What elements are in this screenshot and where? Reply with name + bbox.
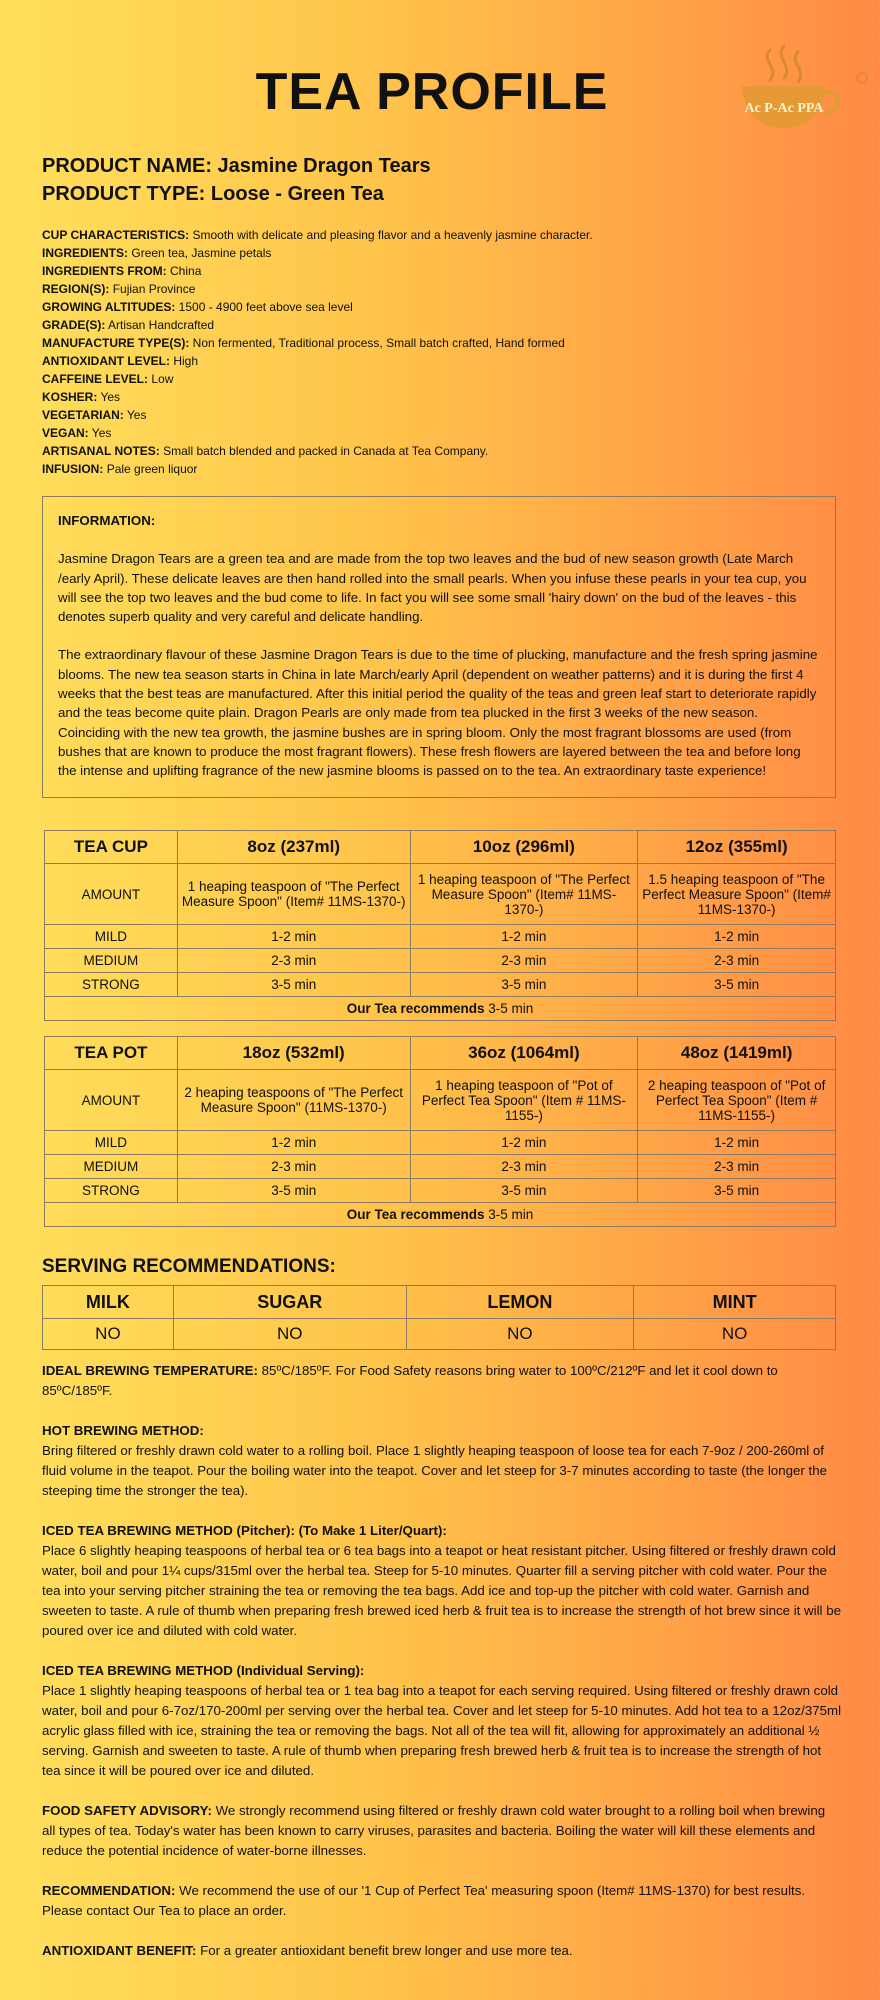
antioxidant-benefit — [42, 1941, 842, 1961]
cup-amount-1: 1 heaping teaspoon of "The Perfect Measure Spoon" (Item# 11MS-1370-) — [177, 864, 410, 925]
serving-value-lemon: NO — [406, 1319, 634, 1350]
pot-amount-3: 2 heaping teaspoon of "Pot of Perfect Tea Spoon" (Item # 11MS-1155-) — [638, 1070, 836, 1131]
attribute-value: Green tea, Jasmine petals — [131, 246, 272, 260]
pot-rec-label: Our Tea recommends — [346, 1207, 485, 1222]
attribute-label: REGION(S): — [42, 282, 110, 296]
cup-cell: 1-2 min — [638, 925, 836, 949]
attribute-label: INGREDIENTS FROM: — [42, 264, 167, 278]
attribute-row — [42, 352, 593, 370]
section-text: Place 1 slightly heaping teaspoons of herbal tea or 1 tea bag into a teapot for each serving required. Using filtered or freshly drawn cold water, boil and pour 6-7oz/170-200ml per serving over the herbal tea. Cover and let steep for 5-10 minutes. Add hot tea to a 12oz/375ml acrylic glass filled with ice, straining the tea or removing the bags. Not all of the tea will fit, allowing for approximately an additional ½ serving. Garnish and sweeten to taste. A rule of thumb when preparing fresh brewed herb & fruit tea is to increase the strength of hot tea since it will be poured over ice and diluted. — [42, 1683, 842, 1778]
pot-header-0: TEA POT — [45, 1037, 178, 1070]
information-paragraph-2: The extraordinary flavour of these Jasmine Dragon Tears is due to the time of plucking, manufacture and the fresh spring jasmine blooms. The new tea season starts in China in late March/early April (dependent on weather patterns) and it is during the first 4 weeks that the best teas are manufactured. After this initial period the quality of the teas and green leaf start to deteriorate rapidly and the teas become quite plain. Dragon Pearls are only made from tea plucked in the first 3 weeks of the new season. Coinciding with the new tea growth, the jasmine bushes are in spring bloom. Only the most fragrant blossoms are used (from bushes that are known to produce the most fragrant flowers). These fresh flowers are layered between the tea and before long the intense and uplifting fragrance of the new jasmine blooms is passed on to the tea. An extraordinary taste experience! — [58, 647, 818, 779]
serving-header-sugar: SUGAR — [173, 1286, 406, 1319]
section-label: RECOMMENDATION: — [42, 1883, 176, 1898]
pot-cell: 1-2 min — [410, 1131, 638, 1155]
section-label: HOT BREWING METHOD: — [42, 1423, 204, 1438]
cup-header-2: 10oz (296ml) — [410, 831, 638, 864]
attribute-value: Pale green liquor — [106, 462, 198, 476]
pot-cell: 3-5 min — [410, 1179, 638, 1203]
attribute-row — [42, 334, 593, 352]
attribute-value: Yes — [100, 390, 121, 404]
hot-brewing-method — [42, 1421, 842, 1501]
pot-rec-value: 3-5 min — [488, 1207, 534, 1222]
cup-header-0: TEA CUP — [45, 831, 178, 864]
page-title: TEA PROFILE — [255, 63, 609, 121]
cup-cell: 3-5 min — [638, 973, 836, 997]
attribute-value: Yes — [126, 408, 147, 422]
cup-cell: 2-3 min — [410, 949, 638, 973]
pot-amount-1: 2 heaping teaspoons of "The Perfect Measure Spoon" (11MS-1370-) — [177, 1070, 410, 1131]
cup-rec-label: Our Tea recommends — [346, 1001, 485, 1016]
serving-table — [42, 1285, 836, 1350]
serving-heading: SERVING RECOMMENDATIONS: — [42, 1256, 336, 1277]
pot-row-label: MILD — [45, 1131, 178, 1155]
section-label: ICED TEA BREWING METHOD (Individual Serving): — [42, 1663, 365, 1678]
attribute-row — [42, 424, 593, 442]
attribute-label: CAFFEINE LEVEL: — [42, 372, 149, 386]
section-text: We recommend the use of our '1 Cup of Perfect Tea' measuring spoon (Item# 11MS-1370) for best results. Please contact Our Tea to place an order. — [42, 1883, 806, 1918]
attribute-value: Smooth with delicate and pleasing flavor and a heavenly jasmine character. — [192, 228, 593, 242]
pot-header-3: 48oz (1419ml) — [638, 1037, 836, 1070]
attribute-row — [42, 460, 593, 478]
section-label: IDEAL BREWING TEMPERATURE: — [42, 1363, 258, 1378]
section-label: ANTIOXIDANT BENEFIT: — [42, 1943, 197, 1958]
pot-cell: 1-2 min — [638, 1131, 836, 1155]
information-paragraph-1: Jasmine Dragon Tears are a green tea and are made from the top two leaves and the bud of new season growth (Late March /early April). These delicate leaves are then hand rolled into the small pearls. When you infuse these pearls in your tea cup, you will see the top two leaves and the bud come to life. In fact you will see some small 'hairy down' on the bud of the leaves - this denotes superb quality and very careful and delicate handling. — [58, 551, 807, 625]
attribute-label: INFUSION: — [42, 462, 104, 476]
attribute-row — [42, 226, 593, 244]
information-heading: INFORMATION: — [58, 513, 156, 528]
product-header — [42, 152, 431, 208]
pot-row-label: MEDIUM — [45, 1155, 178, 1179]
pot-recommendation — [45, 1203, 836, 1227]
section-text: For a greater antioxidant benefit brew longer and use more tea. — [200, 1943, 573, 1958]
pot-cell: 3-5 min — [177, 1179, 410, 1203]
cup-amount-label: AMOUNT — [45, 864, 178, 925]
attribute-value: High — [173, 354, 199, 368]
pot-amount-label: AMOUNT — [45, 1070, 178, 1131]
attribute-row — [42, 442, 593, 460]
cup-cell: 1-2 min — [410, 925, 638, 949]
attribute-label: VEGAN: — [42, 426, 89, 440]
attribute-value: Artisan Handcrafted — [108, 318, 215, 332]
cup-cell: 3-5 min — [177, 973, 410, 997]
attribute-value: Yes — [91, 426, 112, 440]
tea-cup-table — [44, 830, 836, 1021]
serving-header-lemon: LEMON — [406, 1286, 634, 1319]
logo-text: Ac P-Ac PPA — [744, 101, 824, 116]
serving-header-milk: MILK — [43, 1286, 174, 1319]
cup-header-1: 8oz (237ml) — [177, 831, 410, 864]
cup-row-label: MEDIUM — [45, 949, 178, 973]
cup-amount-3: 1.5 heaping teaspoon of "The Perfect Measure Spoon" (Item# 11MS-1370-) — [638, 864, 836, 925]
iced-pitcher-method — [42, 1521, 842, 1641]
product-name: PRODUCT NAME: Jasmine Dragon Tears — [42, 155, 431, 177]
brewing-temperature — [42, 1361, 842, 1401]
cup-header-3: 12oz (355ml) — [638, 831, 836, 864]
cup-cell: 3-5 min — [410, 973, 638, 997]
tea-pot-table — [44, 1036, 836, 1227]
attribute-row — [42, 262, 593, 280]
attribute-value: Fujian Province — [112, 282, 196, 296]
attribute-label: GROWING ALTITUDES: — [42, 300, 176, 314]
cup-cell: 2-3 min — [177, 949, 410, 973]
cup-amount-2: 1 heaping teaspoon of "The Perfect Measure Spoon" (Item# 11MS-1370-) — [410, 864, 638, 925]
recommendation — [42, 1881, 842, 1921]
pot-cell: 2-3 min — [410, 1155, 638, 1179]
attribute-label: ANTIOXIDANT LEVEL: — [42, 354, 170, 368]
cup-cell: 1-2 min — [177, 925, 410, 949]
attribute-value: Small batch blended and packed in Canada at Tea Company. — [163, 444, 489, 458]
attribute-label: MANUFACTURE TYPE(S): — [42, 336, 190, 350]
attribute-list — [42, 226, 593, 478]
serving-header-mint: MINT — [634, 1286, 836, 1319]
attribute-label: INGREDIENTS: — [42, 246, 129, 260]
section-text: Place 6 slightly heaping teaspoons of herbal tea or 6 tea bags into a teapot or heat resistant pitcher. Using filtered or freshly drawn cold water, boil and pour 1¼ cups/315ml over the herbal tea. Steep for 5-10 minutes. Quarter fill a serving pitcher with cold water. Pour the tea into your serving pitcher straining the tea or removing the tea bags. Add ice and top-up the pitcher with cold water. Garnish and sweeten to taste. A rule of thumb when preparing fresh brewed iced herb & fruit tea is to increase the strength of hot brew since it will be poured over ice and diluted with cold water. — [42, 1543, 841, 1638]
section-text: 85ºC/185ºF. For Food Safety reasons bring water to 100ºC/212ºF and let it cool down to 85ºC/185ºF. — [42, 1363, 778, 1398]
serving-value-sugar: NO — [173, 1319, 406, 1350]
attribute-row — [42, 406, 593, 424]
attribute-row — [42, 244, 593, 262]
food-safety-advisory — [42, 1801, 842, 1861]
pot-cell: 3-5 min — [638, 1179, 836, 1203]
section-text: Bring filtered or freshly drawn cold water to a rolling boil. Place 1 slightly heaping teaspoon of loose tea for each 7-9oz / 200-260ml of fluid volume in the teapot. Pour the boiling water into the teapot. Cover and let steep for 3-7 minutes according to taste (the longer the steeping time the stronger the tea). — [42, 1443, 827, 1498]
cup-row-label: STRONG — [45, 973, 178, 997]
attribute-label: KOSHER: — [42, 390, 98, 404]
product-type: PRODUCT TYPE: Loose - Green Tea — [42, 183, 384, 205]
cup-recommendation — [45, 997, 836, 1021]
attribute-row — [42, 298, 593, 316]
section-label: ICED TEA BREWING METHOD (Pitcher): (To Make 1 Liter/Quart): — [42, 1523, 447, 1538]
section-label: FOOD SAFETY ADVISORY: — [42, 1803, 212, 1818]
attribute-row — [42, 316, 593, 334]
attribute-value: Low — [151, 372, 174, 386]
attribute-row — [42, 388, 593, 406]
attribute-value: China — [170, 264, 202, 278]
attribute-row — [42, 370, 593, 388]
attribute-label: CUP CHARACTERISTICS: — [42, 228, 190, 242]
cup-rec-value: 3-5 min — [488, 1001, 534, 1016]
iced-individual-method — [42, 1661, 842, 1781]
pot-cell: 2-3 min — [177, 1155, 410, 1179]
tea-cup-logo — [702, 42, 880, 152]
information-box — [42, 496, 836, 798]
section-text: We strongly recommend using filtered or freshly drawn cold water brought to a rolling boil when brewing all types of tea. Today's water has been known to carry viruses, parasites and bacteria. Boiling the water will kill these elements and reduce the potential incidence of water-borne illnesses. — [42, 1803, 826, 1858]
pot-cell: 1-2 min — [177, 1131, 410, 1155]
attribute-value: 1500 - 4900 feet above sea level — [178, 300, 353, 314]
brewing-instructions — [42, 1361, 842, 1981]
serving-value-mint: NO — [634, 1319, 836, 1350]
pot-header-2: 36oz (1064ml) — [410, 1037, 638, 1070]
cup-row-label: MILD — [45, 925, 178, 949]
attribute-row — [42, 280, 593, 298]
serving-value-milk: NO — [43, 1319, 174, 1350]
cup-cell: 2-3 min — [638, 949, 836, 973]
attribute-value: Non fermented, Traditional process, Small batch crafted, Hand formed — [192, 336, 565, 350]
pot-amount-2: 1 heaping teaspoon of "Pot of Perfect Tea Spoon" (Item # 11MS-1155-) — [410, 1070, 638, 1131]
pot-row-label: STRONG — [45, 1179, 178, 1203]
attribute-label: ARTISANAL NOTES: — [42, 444, 160, 458]
attribute-label: GRADE(S): — [42, 318, 106, 332]
pot-header-1: 18oz (532ml) — [177, 1037, 410, 1070]
attribute-label: VEGETARIAN: — [42, 408, 124, 422]
pot-cell: 2-3 min — [638, 1155, 836, 1179]
